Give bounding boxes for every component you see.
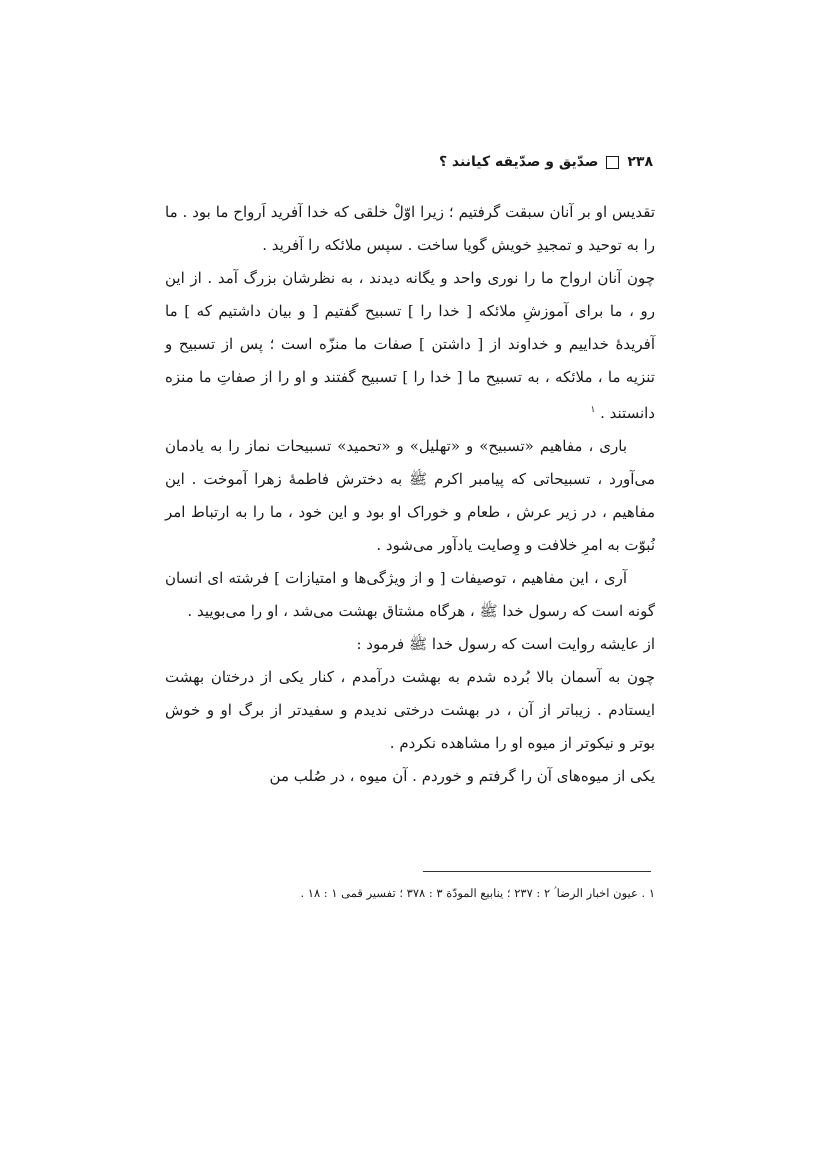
footnote-marker: ۱	[590, 405, 596, 415]
footnote-divider	[423, 871, 651, 872]
running-header	[170, 150, 653, 174]
page-number: ۲۳۸	[627, 154, 653, 170]
quote-paragraph-6: چون به آسمان بالا بُرده شدم به بهشت درآمدم ، کنار یکی از درختان بهشت ایستادم . زیباتر از آن ، در بهشت درختی ندیدم و سفیدتر از برگ او و خوش بوتر و نیکوتر از میوه او را مشاهده نکردم .	[165, 668, 655, 752]
paragraph-5: از عایشه روایت است که رسول خدا ﷺ فرمود :	[356, 635, 655, 653]
square-bullet-icon	[606, 156, 619, 169]
quote-paragraph-2-text: چون آنان ارواح ما را نوری واحد و یگانه دیدند ، به نظرشان بزرگ آمد . از این رو ، ما برای آموزشِ ملائکه [ خدا را ] تسبیح گفتیم [ و بیان داشتیم که ] ما آفریدهٔ خداییم و خداوند از [ داشتن ] صفات ما منزّه است ؛ پس از تسبیح و تنزیه ما ، ملائکه ، به تسبیح ما [ خدا را ] تسبیح گفتند و او را از صفاتِ ما منزه دانستند .	[165, 269, 655, 422]
running-title: صدّیق و صدّیقه کیانند ؟	[438, 154, 599, 170]
paragraph-4: آری ، این مفاهیم ، توصیفات [ و از ویژگی‌ها و امتیازات ] فرشته ای انسان گونه است که رسول خدا ﷺ ، هرگاه مشتاق بهشت می‌شد ، او را می‌بویید .	[165, 569, 655, 620]
paragraph-3: باری ، مفاهیم «تسبیح» و «تهلیل» و «تحمید» تسبیحات نماز را به یادمان می‌آورد ، تسبیحاتی که پیامبر اکرم ﷺ به دخترش فاطمهٔ زهرا آموخت . این مفاهیم ، در زیر عرش ، طعام و خوراک او بود و این خود ، ما را به ارتباط امر نُبوّت به امرِ خلافت و وِصایت یادآور می‌شود .	[165, 437, 655, 554]
quote-paragraph-7: یکی از میوه‌های آن را گرفتم و خوردم . آن میوه ، در صُلب من	[269, 767, 655, 785]
quote-paragraph-2	[165, 262, 655, 430]
quote-paragraph-1: تقدیس او بر آنان سبقت گرفتیم ؛ زیرا اوّلْ خلقی که خدا آفرید اَرواح ما بود . ما را به توحید و تمجیدِ خویش گویا ساخت . سپس ملائکه را آفرید .	[165, 203, 655, 254]
main-text	[165, 196, 655, 793]
footnote: ۱ . عیون اخبار الرضا ؑ ۲ : ۲۳۷ ؛ ینابیع المودّة ۳ : ۳۷۸ ؛ تفسیر قمی ۱ : ۱۸ .	[300, 886, 655, 900]
